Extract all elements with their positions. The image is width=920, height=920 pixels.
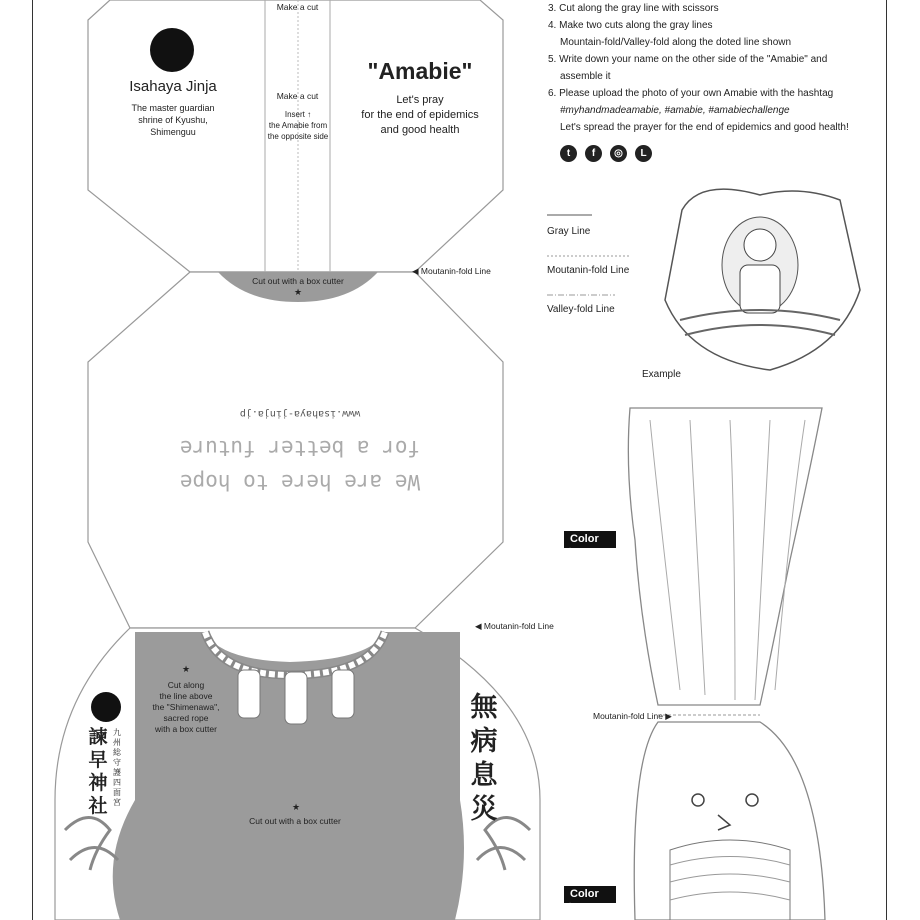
shimenawa-note-5: with a box cutter [155,724,217,734]
instruction-3: 3. Cut along the gray line with scissors [548,3,719,14]
right-hair-cutout [628,408,822,705]
mirrored-line-1: We are here to hope [179,470,421,494]
top-cut-label: Make a cut [276,2,319,12]
insert-line-2: the Amabie from [268,121,328,130]
legend-gray: Gray Line [547,226,591,237]
left-crest-icon [91,692,121,722]
instruction-6: 6. Please upload the photo of your own Amabie with the hashtag [548,88,834,99]
instagram-icon[interactable]: ◎ [610,145,627,162]
kanji-small-3: 総 [113,748,121,757]
shrine-crest-icon [150,28,194,72]
social-icons [560,143,660,162]
shimenawa-note-1: Cut along [167,680,205,690]
instruction-4b: Mountain-fold/Valley-fold along the doted line shown [560,37,792,48]
kanji-small-4: 守 [113,758,121,767]
shrine-subtitle-1: The master guardian [131,103,215,113]
shrine-subtitle-3: Shimenguu [150,127,196,137]
kanji-small-7: 面 [113,788,121,797]
make-cut-label: Make a cut [276,91,319,101]
amabie-line-1: Let's pray [396,94,444,106]
line-icon[interactable]: L [635,145,652,162]
star-top: ★ [293,287,303,297]
instruction-4: 4. Make two cuts along the gray lines [548,20,713,31]
kanji-small-6: 四 [113,778,121,787]
example-amabie-figure [665,189,860,370]
instructions [548,0,878,136]
kanji-right [466,690,502,826]
amabie-line-2: for the end of epidemics [361,109,479,121]
kanji-right-1: 無 [470,692,498,722]
box-cutter-bottom-label: Cut out with a box cutter [249,816,341,826]
instruction-5b: assemble it [560,71,611,82]
shimenawa-note-2: the line above [159,691,213,701]
facebook-icon[interactable]: f [585,145,602,162]
kanji-left-4: 社 [88,796,108,817]
shimenawa-note-3: the "Shimenawa", [152,702,220,712]
fold-label-top: ◀ Moutanin-fold Line [412,266,491,276]
color-tag-1: Color ▶ [564,531,616,548]
legend-valley: Valley-fold Line [547,304,615,315]
star-shimenawa: ★ [181,664,191,674]
kanji-right-2: 病 [470,726,498,756]
box-cutter-top-label: Cut out with a box cutter [252,276,344,286]
fold-label-middle: ◀ Moutanin-fold Line [475,621,554,631]
color-tag-2: Color ▶ [564,886,616,903]
kanji-left-2: 早 [88,750,108,771]
instruction-5: 5. Write down your name on the other side of the "Amabie" and [548,54,828,65]
mirrored-line-2: for a better future [179,436,421,460]
shrine-subtitle-2: shrine of Kyushu, [138,115,208,125]
instruction-6b: #myhandmadeamabie, #amabie, #amabiechallenge [560,105,790,116]
insert-line-3: the opposite side [267,132,329,141]
amabie-line-3: and good health [380,124,460,136]
kanji-left-1: 諫 [88,727,108,748]
fold-label-right: Moutanin-fold Line ▶ [593,711,672,721]
mirrored-url: www.isahaya-jinja.jp [239,408,361,419]
star-bottom: ★ [291,802,301,812]
kanji-right-4: 災 [470,794,498,824]
example-label: Example [642,369,681,380]
shimenawa-note-4: sacred rope [163,713,209,723]
kanji-small-5: 護 [113,768,121,777]
kanji-left-small [111,728,123,808]
kanji-left [86,726,110,818]
legend-mountain: Moutanin-fold Line [547,265,630,276]
twitter-icon[interactable]: t [560,145,577,162]
kanji-small-2: 州 [113,738,121,747]
instruction-6c: Let's spread the prayer for the end of epidemics and good health! [560,122,849,133]
kanji-left-3: 神 [88,773,108,794]
kanji-right-3: 息 [470,760,498,790]
shrine-name: Isahaya Jinja [129,78,217,95]
insert-line-1: Insert ↑ [284,110,312,119]
amabie-title: "Amabie" [367,58,473,84]
kanji-small-8: 宮 [113,798,121,807]
kanji-small-1: 九 [113,728,121,737]
